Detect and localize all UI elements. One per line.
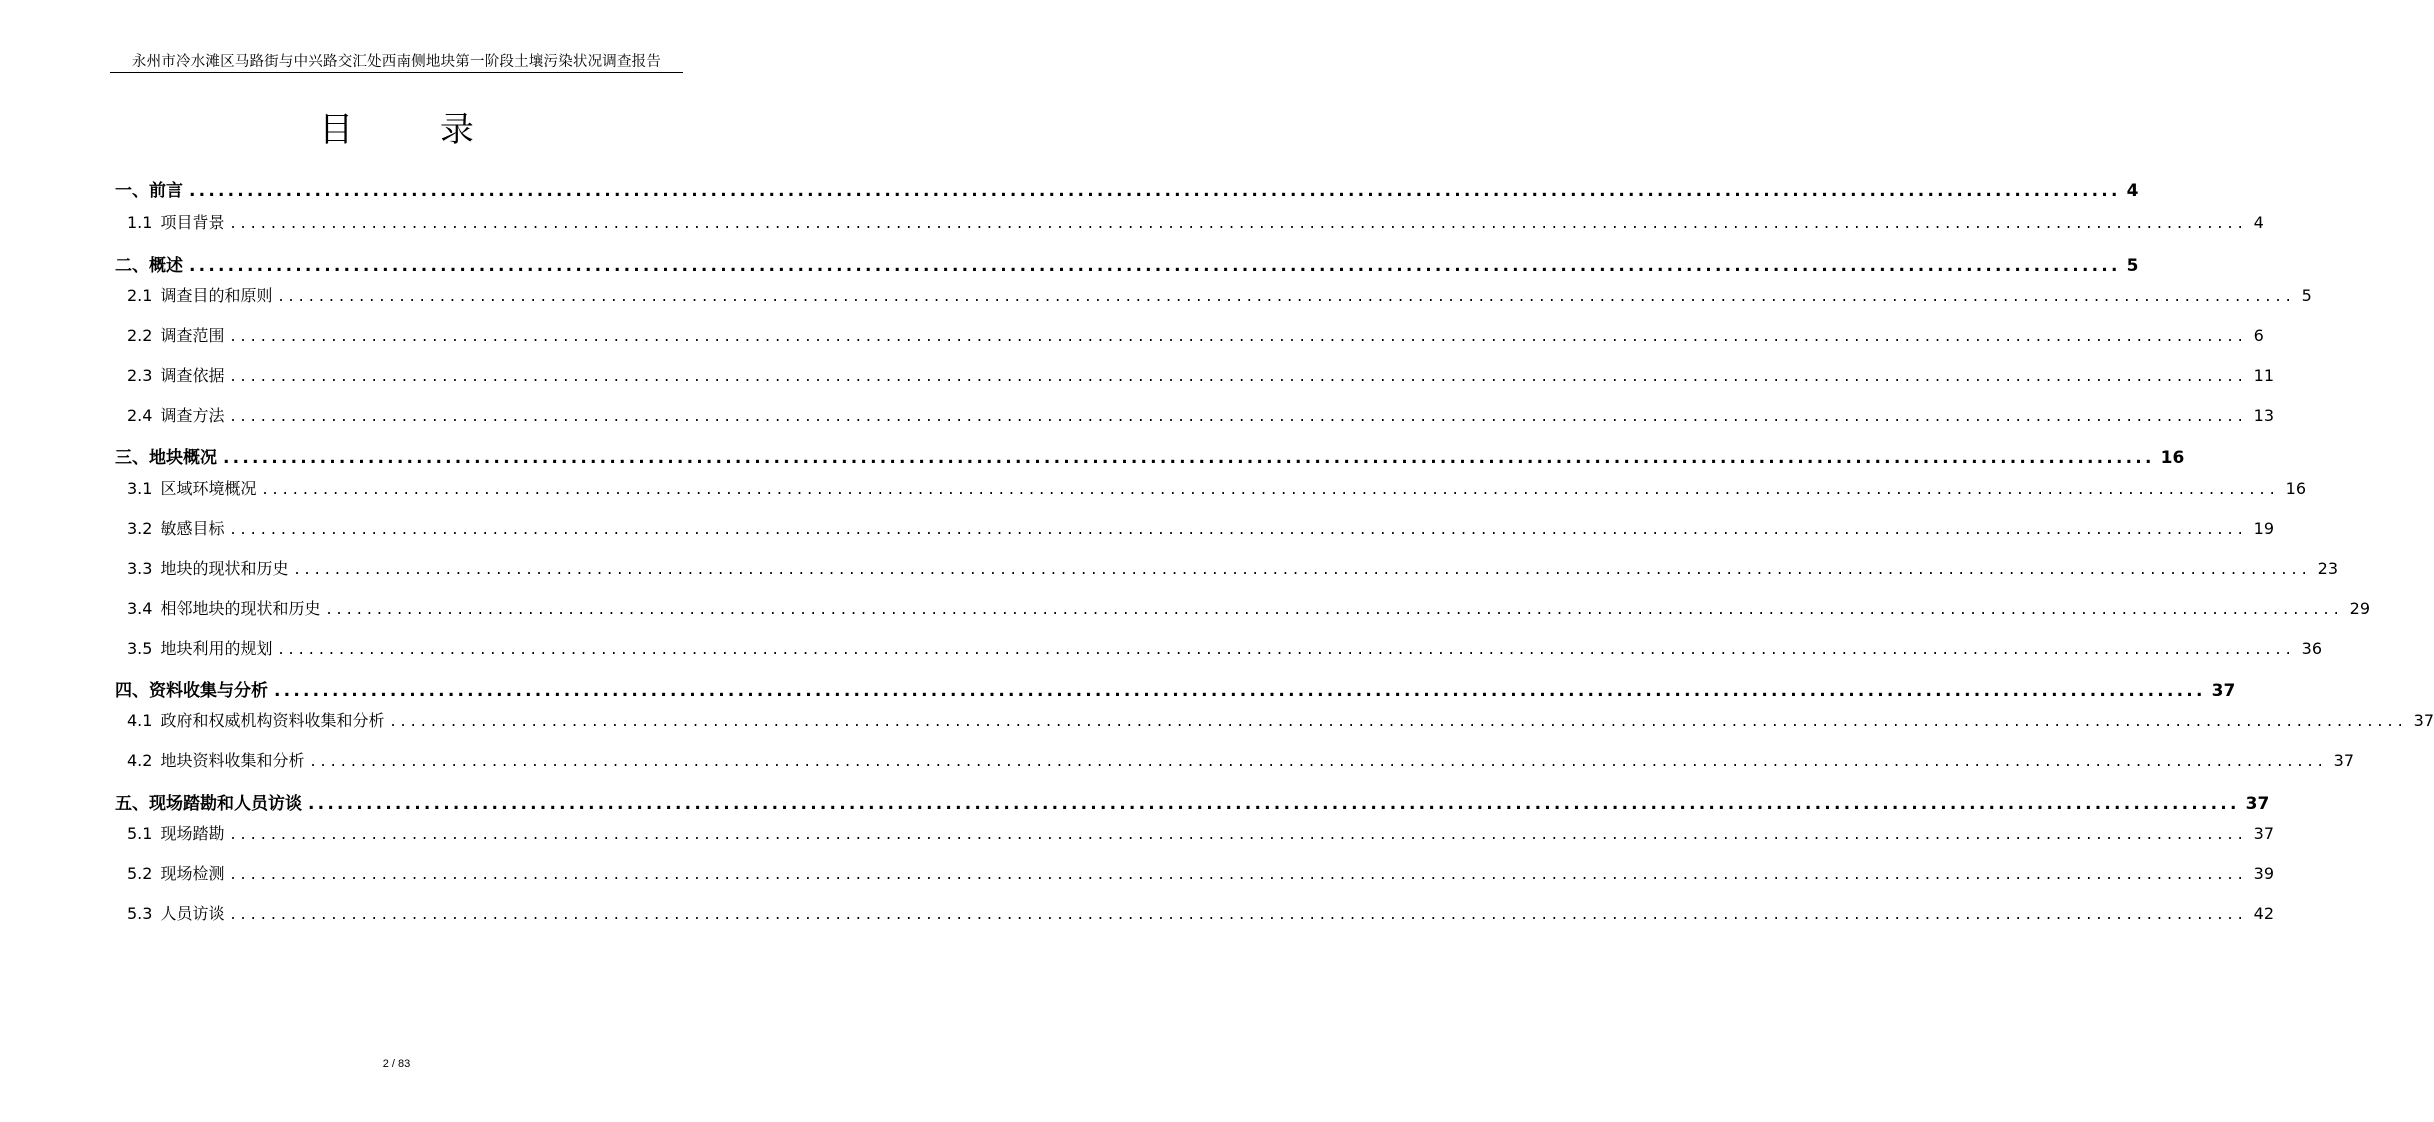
- toc-dot-leader: ........................................................................................................................................................................................................: [189, 181, 2121, 201]
- toc-entry-number: 3.4: [127, 599, 153, 618]
- toc-entry-page: 5: [2301, 286, 2312, 305]
- toc-entry-number: 4.2: [127, 751, 153, 770]
- toc-entry-label: 地块的现状和历史: [160, 559, 289, 578]
- toc-entry-number: 一、: [115, 181, 149, 201]
- toc-entry-label: 相邻地块的现状和历史: [160, 599, 321, 618]
- toc-entry-5[interactable]: [115, 789, 2270, 814]
- toc-entry-number: 2.1: [127, 286, 153, 305]
- toc-entry-3-1[interactable]: [127, 476, 2307, 499]
- toc-dot-leader: ........................................................................................................................................................................................................: [278, 639, 2296, 658]
- toc-entry-page: 39: [2253, 864, 2275, 883]
- toc-entry-page: 13: [2253, 406, 2275, 425]
- toc-entry-page: 16: [2285, 479, 2307, 498]
- toc-dot-leader: ........................................................................................................................................................................................................: [274, 681, 2206, 701]
- toc-entry-label: 调查目的和原则: [160, 286, 273, 305]
- running-header-title: 永州市冷水滩区马路街与中兴路交汇处西南侧地块第一阶段土壤污染状况调查报告: [131, 54, 662, 70]
- toc-entry-label: 现场检测: [160, 864, 225, 883]
- toc-entry-3-5[interactable]: [127, 636, 2323, 659]
- toc-entry-3[interactable]: [115, 443, 2185, 468]
- toc-dot-leader: ........................................................................................................................................................................................................: [308, 794, 2240, 814]
- toc-entry-page: 37: [2253, 824, 2275, 843]
- toc-entry-5-2[interactable]: [127, 861, 2275, 884]
- toc-entry-page: 37: [2245, 794, 2270, 814]
- toc-entry-number: 2.3: [127, 366, 153, 385]
- toc-dot-leader: ........................................................................................................................................................................................................: [230, 326, 2248, 345]
- toc-entry-4-1[interactable]: [127, 708, 2434, 731]
- toc-entry-number: 2.4: [127, 406, 153, 425]
- toc-dot-leader: ........................................................................................................................................................................................................: [326, 599, 2344, 618]
- toc-entry-page: 29: [2349, 599, 2371, 618]
- toc-entry-number: 5.3: [127, 904, 153, 923]
- toc-entry-label: 地块概况: [149, 448, 217, 468]
- toc-entry-label: 地块资料收集和分析: [160, 751, 305, 770]
- toc-entry-label: 前言: [149, 181, 183, 201]
- toc-dot-leader: ........................................................................................................................................................................................................: [230, 519, 2248, 538]
- toc-entry-1-1[interactable]: [127, 210, 2264, 233]
- toc-entry-label: 现场踏勘: [160, 824, 225, 843]
- toc-entry-page: 5: [2126, 256, 2139, 276]
- toc-dot-leader: ........................................................................................................................................................................................................: [230, 864, 2248, 883]
- toc-entry-5-3[interactable]: [127, 901, 2275, 924]
- toc-entry-page: 4: [2126, 181, 2139, 201]
- toc-entry-1[interactable]: [115, 176, 2139, 201]
- toc-entry-number: 3.5: [127, 639, 153, 658]
- toc-entry-page: 11: [2253, 366, 2275, 385]
- toc-entry-5-1[interactable]: [127, 821, 2275, 844]
- toc-entry-label: 调查范围: [160, 326, 225, 345]
- toc-entry-label: 区域环境概况: [160, 479, 257, 498]
- toc-entry-label: 政府和权威机构资料收集和分析: [160, 711, 385, 730]
- toc-entry-page: 16: [2160, 448, 2185, 468]
- toc-entry-label: 调查依据: [160, 366, 225, 385]
- toc-entry-number: 2.2: [127, 326, 153, 345]
- toc-entry-3-2[interactable]: [127, 516, 2275, 539]
- toc-dot-leader: ........................................................................................................................................................................................................: [310, 751, 2328, 770]
- toc-entry-number: 1.1: [127, 213, 153, 232]
- toc-entry-label: 敏感目标: [160, 519, 225, 538]
- toc-entry-number: 5.1: [127, 824, 153, 843]
- toc-entry-page: 37: [2413, 711, 2434, 730]
- toc-entry-label: 人员访谈: [160, 904, 225, 923]
- toc-entry-page: 37: [2333, 751, 2355, 770]
- toc-dot-leader: ........................................................................................................................................................................................................: [223, 448, 2155, 468]
- toc-entry-page: 36: [2301, 639, 2323, 658]
- toc-entry-label: 现场踏勘和人员访谈: [149, 794, 302, 814]
- toc-entry-page: 42: [2253, 904, 2275, 923]
- toc-entry-number: 二、: [115, 256, 149, 276]
- toc-entry-number: 3.1: [127, 479, 153, 498]
- toc-entry-number: 四、: [115, 681, 149, 701]
- toc-dot-leader: ........................................................................................................................................................................................................: [262, 479, 2280, 498]
- toc-entry-4[interactable]: [115, 676, 2236, 701]
- toc-entry-number: 五、: [115, 794, 149, 814]
- toc-dot-leader: ........................................................................................................................................................................................................: [230, 366, 2248, 385]
- toc-dot-leader: ........................................................................................................................................................................................................: [189, 256, 2121, 276]
- toc-entry-page: 37: [2211, 681, 2236, 701]
- toc-entry-3-4[interactable]: [127, 596, 2371, 619]
- toc-dot-leader: ........................................................................................................................................................................................................: [230, 406, 2248, 425]
- header-divider: [110, 72, 683, 73]
- toc-entry-number: 三、: [115, 448, 149, 468]
- toc-dot-leader: ........................................................................................................................................................................................................: [230, 824, 2248, 843]
- toc-dot-leader: ........................................................................................................................................................................................................: [390, 711, 2408, 730]
- toc-entry-page: 23: [2317, 559, 2339, 578]
- toc-entry-number: 3.3: [127, 559, 153, 578]
- toc-title: 目 录: [319, 110, 512, 150]
- toc-entry-label: 概述: [149, 256, 183, 276]
- toc-entry-2-4[interactable]: [127, 403, 2275, 426]
- toc-dot-leader: ........................................................................................................................................................................................................: [278, 286, 2296, 305]
- toc-entry-3-3[interactable]: [127, 556, 2339, 579]
- toc-dot-leader: ........................................................................................................................................................................................................: [294, 559, 2312, 578]
- toc-entry-page: 4: [2253, 213, 2264, 232]
- toc-entry-number: 3.2: [127, 519, 153, 538]
- toc-entry-number: 4.1: [127, 711, 153, 730]
- toc-entry-label: 调查方法: [160, 406, 225, 425]
- toc-entry-label: 资料收集与分析: [149, 681, 268, 701]
- toc-dot-leader: ........................................................................................................................................................................................................: [230, 213, 2248, 232]
- toc-entry-2-2[interactable]: [127, 323, 2264, 346]
- toc-entry-page: 19: [2253, 519, 2275, 538]
- toc-entry-2-3[interactable]: [127, 363, 2275, 386]
- toc-entry-number: 5.2: [127, 864, 153, 883]
- toc-entry-label: 项目背景: [160, 213, 225, 232]
- toc-dot-leader: ........................................................................................................................................................................................................: [230, 904, 2248, 923]
- toc-entry-2[interactable]: [115, 251, 2139, 276]
- toc-entry-4-2[interactable]: [127, 748, 2355, 771]
- toc-entry-page: 6: [2253, 326, 2264, 345]
- toc-entry-label: 地块利用的规划: [160, 639, 273, 658]
- page-number: 2 / 83: [382, 1058, 411, 1070]
- toc-entry-2-1[interactable]: [127, 283, 2312, 306]
